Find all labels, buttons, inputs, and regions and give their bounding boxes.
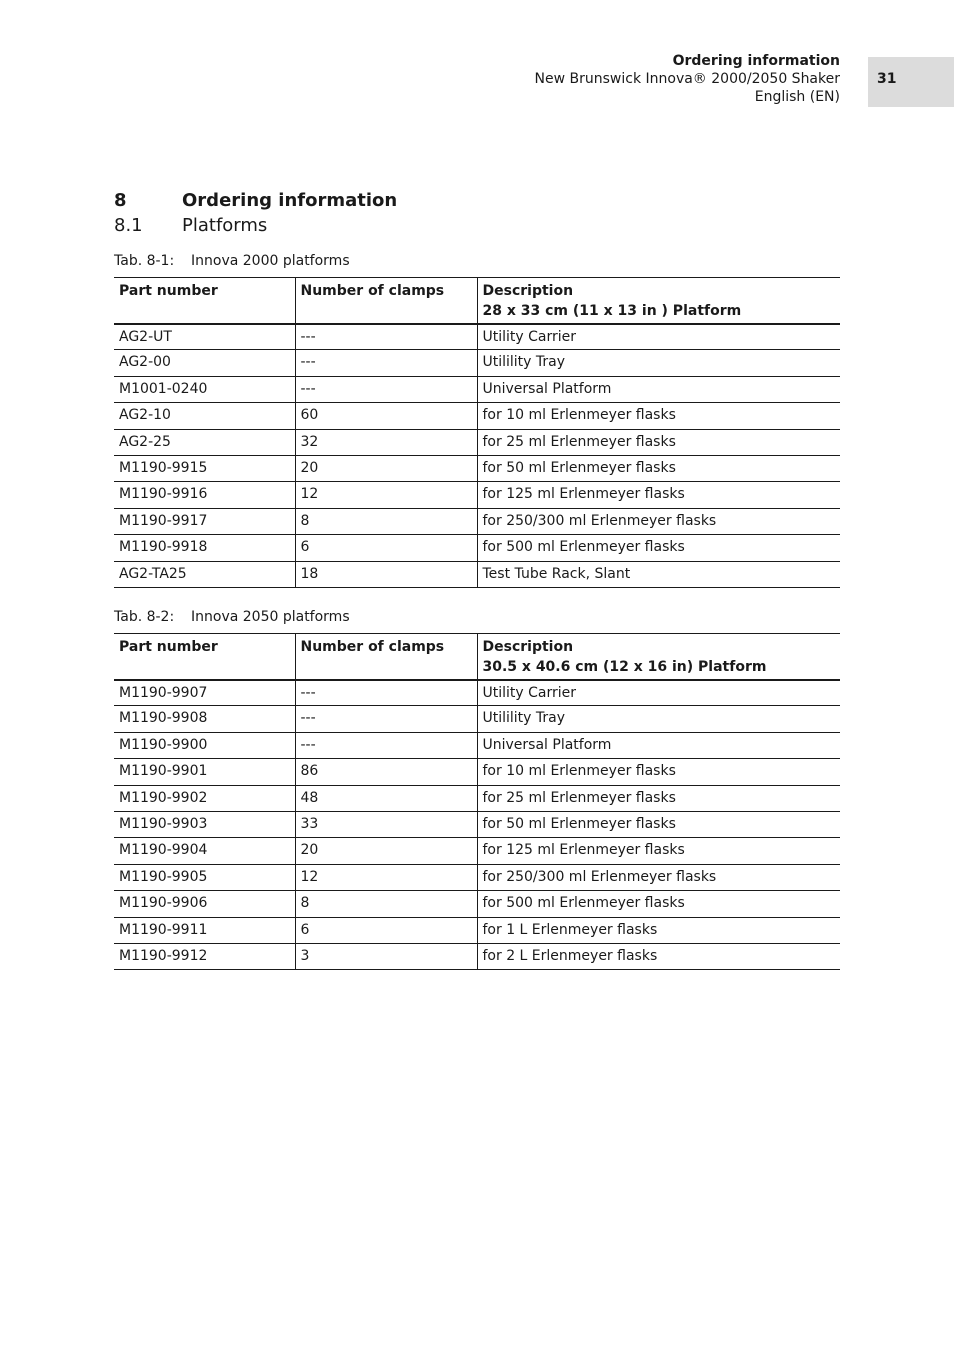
cell-number-of-clamps: --- bbox=[295, 732, 477, 758]
table-row bbox=[114, 811, 840, 837]
cell-number-of-clamps: 20 bbox=[295, 455, 477, 481]
header-description-platform: 28 x 33 cm (11 x 13 in ) Platform bbox=[482, 303, 742, 319]
table1-caption-number: Tab. 8-1: bbox=[114, 253, 175, 269]
table-row bbox=[114, 917, 840, 943]
cell-number-of-clamps: 60 bbox=[295, 403, 477, 429]
cell-number-of-clamps: 12 bbox=[295, 864, 477, 890]
cell-description: for 125 ml Erlenmeyer flasks bbox=[477, 838, 840, 864]
cell-part-number: M1190-9904 bbox=[114, 838, 295, 864]
table2-caption-title: Innova 2050 platforms bbox=[191, 609, 350, 625]
cell-description: for 10 ml Erlenmeyer flasks bbox=[477, 403, 840, 429]
cell-number-of-clamps: 33 bbox=[295, 811, 477, 837]
cell-description: Test Tube Rack, Slant bbox=[477, 561, 840, 587]
cell-number-of-clamps: --- bbox=[295, 680, 477, 706]
cell-part-number: M1190-9900 bbox=[114, 732, 295, 758]
innova-2050-platforms-table bbox=[114, 633, 840, 970]
header-description-platform: 30.5 x 40.6 cm (12 x 16 in) Platform bbox=[482, 659, 767, 675]
cell-number-of-clamps: 8 bbox=[295, 508, 477, 534]
table2-caption-number: Tab. 8-2: bbox=[114, 609, 175, 625]
cell-part-number: AG2-10 bbox=[114, 403, 295, 429]
table-row bbox=[114, 508, 840, 534]
cell-description: for 10 ml Erlenmeyer flasks bbox=[477, 759, 840, 785]
cell-part-number: AG2-25 bbox=[114, 429, 295, 455]
page-number-tab bbox=[868, 57, 954, 107]
cell-number-of-clamps: 86 bbox=[295, 759, 477, 785]
cell-description: Utilility Tray bbox=[477, 350, 840, 376]
table-row bbox=[114, 324, 840, 350]
cell-number-of-clamps: --- bbox=[295, 706, 477, 732]
header-number-of-clamps: Number of clamps bbox=[295, 278, 477, 324]
cell-description: Universal Platform bbox=[477, 732, 840, 758]
cell-description: for 25 ml Erlenmeyer flasks bbox=[477, 785, 840, 811]
table-row bbox=[114, 759, 840, 785]
header-description bbox=[477, 634, 840, 680]
cell-number-of-clamps: 8 bbox=[295, 891, 477, 917]
page-number: 31 bbox=[877, 71, 897, 87]
cell-description: for 500 ml Erlenmeyer flasks bbox=[477, 891, 840, 917]
section-heading bbox=[114, 190, 840, 211]
table1-caption-title: Innova 2000 platforms bbox=[191, 253, 350, 269]
cell-number-of-clamps: 12 bbox=[295, 482, 477, 508]
header-title: Ordering information bbox=[672, 53, 840, 69]
header-part-number: Part number bbox=[114, 634, 295, 680]
table-row bbox=[114, 482, 840, 508]
cell-part-number: M1190-9911 bbox=[114, 917, 295, 943]
cell-part-number: M1190-9918 bbox=[114, 535, 295, 561]
cell-part-number: M1190-9917 bbox=[114, 508, 295, 534]
cell-part-number: M1190-9902 bbox=[114, 785, 295, 811]
subsection-number: 8.1 bbox=[114, 215, 143, 236]
cell-part-number: M1190-9907 bbox=[114, 680, 295, 706]
table-row bbox=[114, 535, 840, 561]
cell-description: for 2 L Erlenmeyer flasks bbox=[477, 943, 840, 969]
cell-description: for 25 ml Erlenmeyer flasks bbox=[477, 429, 840, 455]
cell-part-number: M1190-9916 bbox=[114, 482, 295, 508]
table-row bbox=[114, 943, 840, 969]
table-row bbox=[114, 376, 840, 402]
cell-description: Utilility Tray bbox=[477, 706, 840, 732]
innova-2000-platforms-table bbox=[114, 277, 840, 588]
cell-part-number: M1190-9901 bbox=[114, 759, 295, 785]
cell-description: for 500 ml Erlenmeyer flasks bbox=[477, 535, 840, 561]
cell-part-number: AG2-00 bbox=[114, 350, 295, 376]
cell-part-number: M1190-9903 bbox=[114, 811, 295, 837]
table-row bbox=[114, 403, 840, 429]
subsection-heading bbox=[114, 215, 840, 236]
table1-caption bbox=[114, 253, 350, 269]
cell-number-of-clamps: 18 bbox=[295, 561, 477, 587]
cell-number-of-clamps: 6 bbox=[295, 535, 477, 561]
section-title: Ordering information bbox=[182, 190, 398, 211]
header-language: English (EN) bbox=[754, 89, 840, 105]
header-part-number: Part number bbox=[114, 278, 295, 324]
table-row bbox=[114, 838, 840, 864]
cell-description: for 250/300 ml Erlenmeyer flasks bbox=[477, 864, 840, 890]
header-number-of-clamps: Number of clamps bbox=[295, 634, 477, 680]
table-header-row bbox=[114, 278, 840, 324]
cell-number-of-clamps: 6 bbox=[295, 917, 477, 943]
cell-description: Utility Carrier bbox=[477, 680, 840, 706]
table-row bbox=[114, 455, 840, 481]
running-header bbox=[535, 52, 840, 106]
table-row bbox=[114, 785, 840, 811]
cell-description: for 1 L Erlenmeyer flasks bbox=[477, 917, 840, 943]
cell-part-number: M1001-0240 bbox=[114, 376, 295, 402]
cell-description: for 250/300 ml Erlenmeyer flasks bbox=[477, 508, 840, 534]
header-subtitle: New Brunswick Innova® 2000/2050 Shaker bbox=[534, 71, 840, 87]
table2-caption bbox=[114, 609, 350, 625]
cell-part-number: M1190-9905 bbox=[114, 864, 295, 890]
cell-description: for 50 ml Erlenmeyer flasks bbox=[477, 455, 840, 481]
table-header-row bbox=[114, 634, 840, 680]
section-number: 8 bbox=[114, 190, 127, 211]
table-row bbox=[114, 561, 840, 587]
table-row bbox=[114, 350, 840, 376]
cell-number-of-clamps: 20 bbox=[295, 838, 477, 864]
cell-part-number: AG2-TA25 bbox=[114, 561, 295, 587]
cell-number-of-clamps: 48 bbox=[295, 785, 477, 811]
cell-part-number: M1190-9908 bbox=[114, 706, 295, 732]
cell-part-number: M1190-9912 bbox=[114, 943, 295, 969]
table-row bbox=[114, 680, 840, 706]
cell-part-number: M1190-9915 bbox=[114, 455, 295, 481]
table-row bbox=[114, 864, 840, 890]
header-description-label: Description bbox=[482, 283, 574, 299]
table-row bbox=[114, 891, 840, 917]
cell-number-of-clamps: 32 bbox=[295, 429, 477, 455]
subsection-title: Platforms bbox=[182, 215, 268, 236]
table-row bbox=[114, 429, 840, 455]
cell-number-of-clamps: --- bbox=[295, 350, 477, 376]
cell-number-of-clamps: --- bbox=[295, 376, 477, 402]
cell-description: Universal Platform bbox=[477, 376, 840, 402]
table-row bbox=[114, 706, 840, 732]
header-description bbox=[477, 278, 840, 324]
cell-number-of-clamps: --- bbox=[295, 324, 477, 350]
cell-number-of-clamps: 3 bbox=[295, 943, 477, 969]
table-row bbox=[114, 732, 840, 758]
header-description-label: Description bbox=[482, 639, 574, 655]
cell-part-number: AG2-UT bbox=[114, 324, 295, 350]
cell-description: for 50 ml Erlenmeyer flasks bbox=[477, 811, 840, 837]
cell-description: Utility Carrier bbox=[477, 324, 840, 350]
cell-description: for 125 ml Erlenmeyer flasks bbox=[477, 482, 840, 508]
cell-part-number: M1190-9906 bbox=[114, 891, 295, 917]
